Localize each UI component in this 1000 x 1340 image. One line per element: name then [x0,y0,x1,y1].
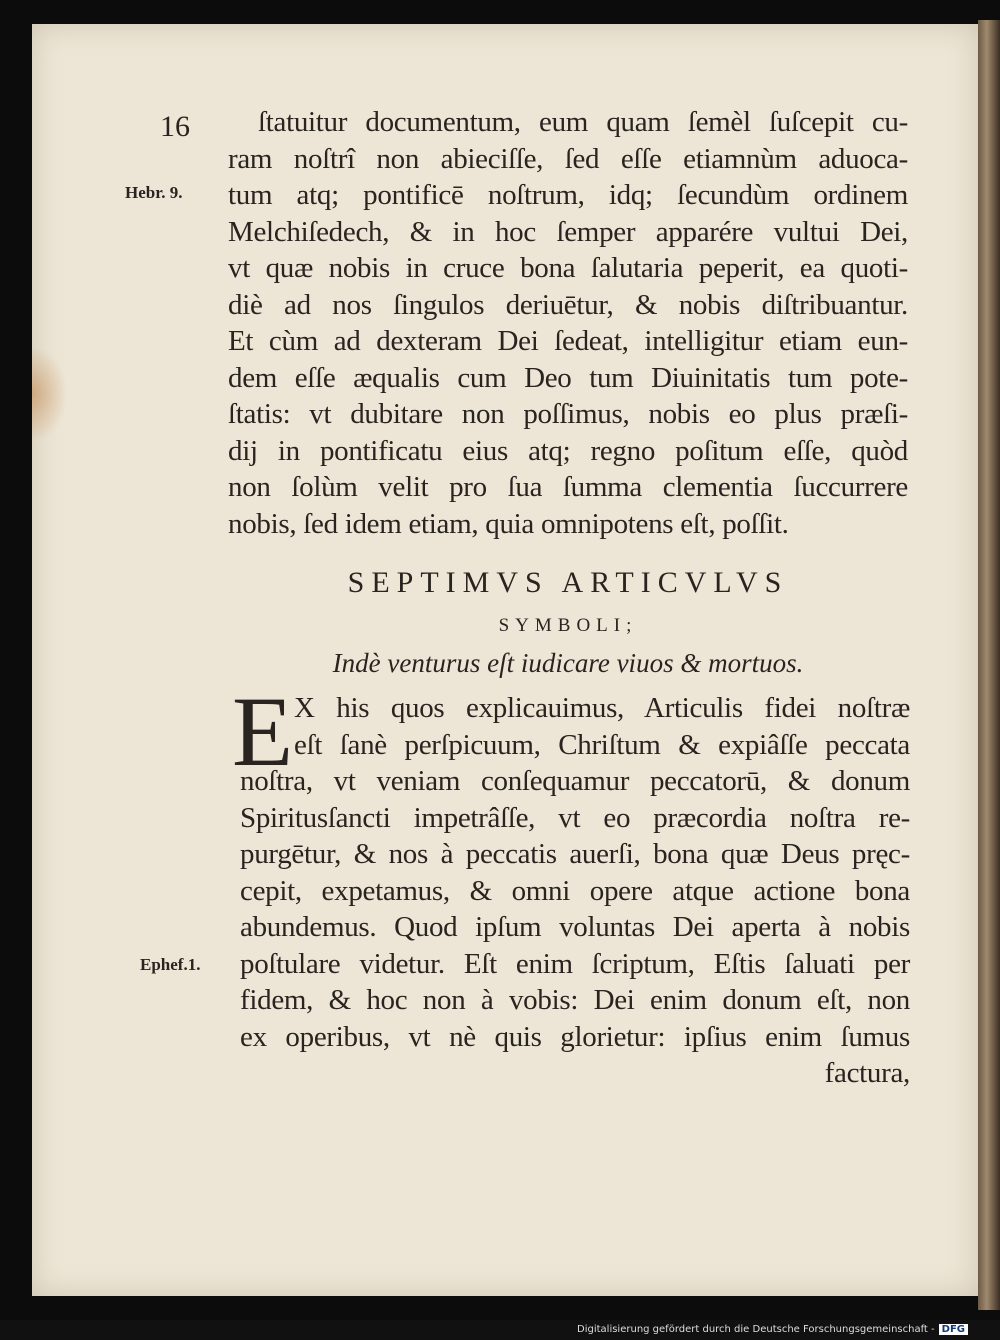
text-line: purgētur, & nos à peccatis auerſi, bona quæ Deus pręc- [240,838,910,870]
text-line: non ſolùm velit pro ſua ſumma clementia ſuccurrere [228,471,908,503]
text-line: tum atq; pontificē noſtrum, idq; ſecundùm ordinem [228,179,908,211]
credit-text: Digitalisierung gefördert durch die Deutsche Forschungsgemeinschaft - [577,1324,935,1335]
article-heading: SEPTIMVS ARTICVLVS [347,566,789,599]
dfg-logo: DFG [939,1324,968,1335]
text-line: abundemus. Quod ipſum voluntas Dei aperta à nobis [240,911,910,943]
text-line: Melchiſedech, & in hoc ſemper apparére vultui Dei, [228,215,908,248]
text-line: poſtulare videtur. Eſt enim ſcriptum, Eſtis ſaluati per [240,947,910,980]
article-subheading: SYMBOLI; [498,615,638,636]
text-line: nobis, ſed idem etiam, quia omnipotens eſt, poſſit. [228,507,789,540]
text-line: dij in pontificatu eius atq; regno poſitum eſſe, quòd [228,434,908,467]
drop-cap: E [232,676,294,787]
page-stain [32,346,68,442]
text-line: cepit, expetamus, & omni opere atque actione bona [240,874,910,907]
article-title-italic: Indè venturus eſt iudicare viuos & mortuos. [332,648,804,678]
text-line: Spiritusſancti impetrâſſe, vt eo præcordia noſtra re- [240,801,910,834]
text-line: dem eſſe æqualis cum Deo tum Diuinitatis tum pote- [228,361,908,394]
text-line: fidem, & hoc non à vobis: Dei enim donum eſt, non [240,984,910,1016]
paragraph-2 [240,690,910,1092]
digitization-credit [577,1324,968,1335]
page-edge [978,20,1000,1310]
marginal-note-hebr: Hebr. 9. [125,183,183,202]
page-number: 16 [160,110,190,143]
text-line: ſtatuitur documentum, eum quam ſemèl ſuſcepit cu- [258,106,908,138]
marginal-note-ephes: Ephef.1. [140,955,201,974]
paragraph-1 [228,104,908,542]
text-line: eſt ſanè perſpicuum, Chriſtum & expiâſſe peccata [294,728,910,761]
text-line: X his quos explicauimus, Articulis fidei noſtræ [294,692,910,724]
catchword: factura, [824,1057,910,1089]
text-line: ram noſtrî non abieciſſe, ſed eſſe etiamnùm aduoca- [228,142,908,175]
text-line: ex operibus, vt nè quis glorietur: ipſius enim ſumus [240,1020,910,1053]
text-line: noſtra, vt veniam conſequamur peccatorū, & donum [240,765,910,797]
text-line: ſtatis: vt dubitare non poſſimus, nobis eo plus præſi- [228,398,908,430]
text-line: vt quæ nobis in cruce bona ſalutaria peperit, ea quoti- [228,252,908,284]
text-line: Et cùm ad dexteram Dei ſedeat, intelligitur etiam eun- [228,325,908,357]
text-line: diè ad nos ſingulos deriuētur, & nobis diſtribuantur. [228,288,908,321]
